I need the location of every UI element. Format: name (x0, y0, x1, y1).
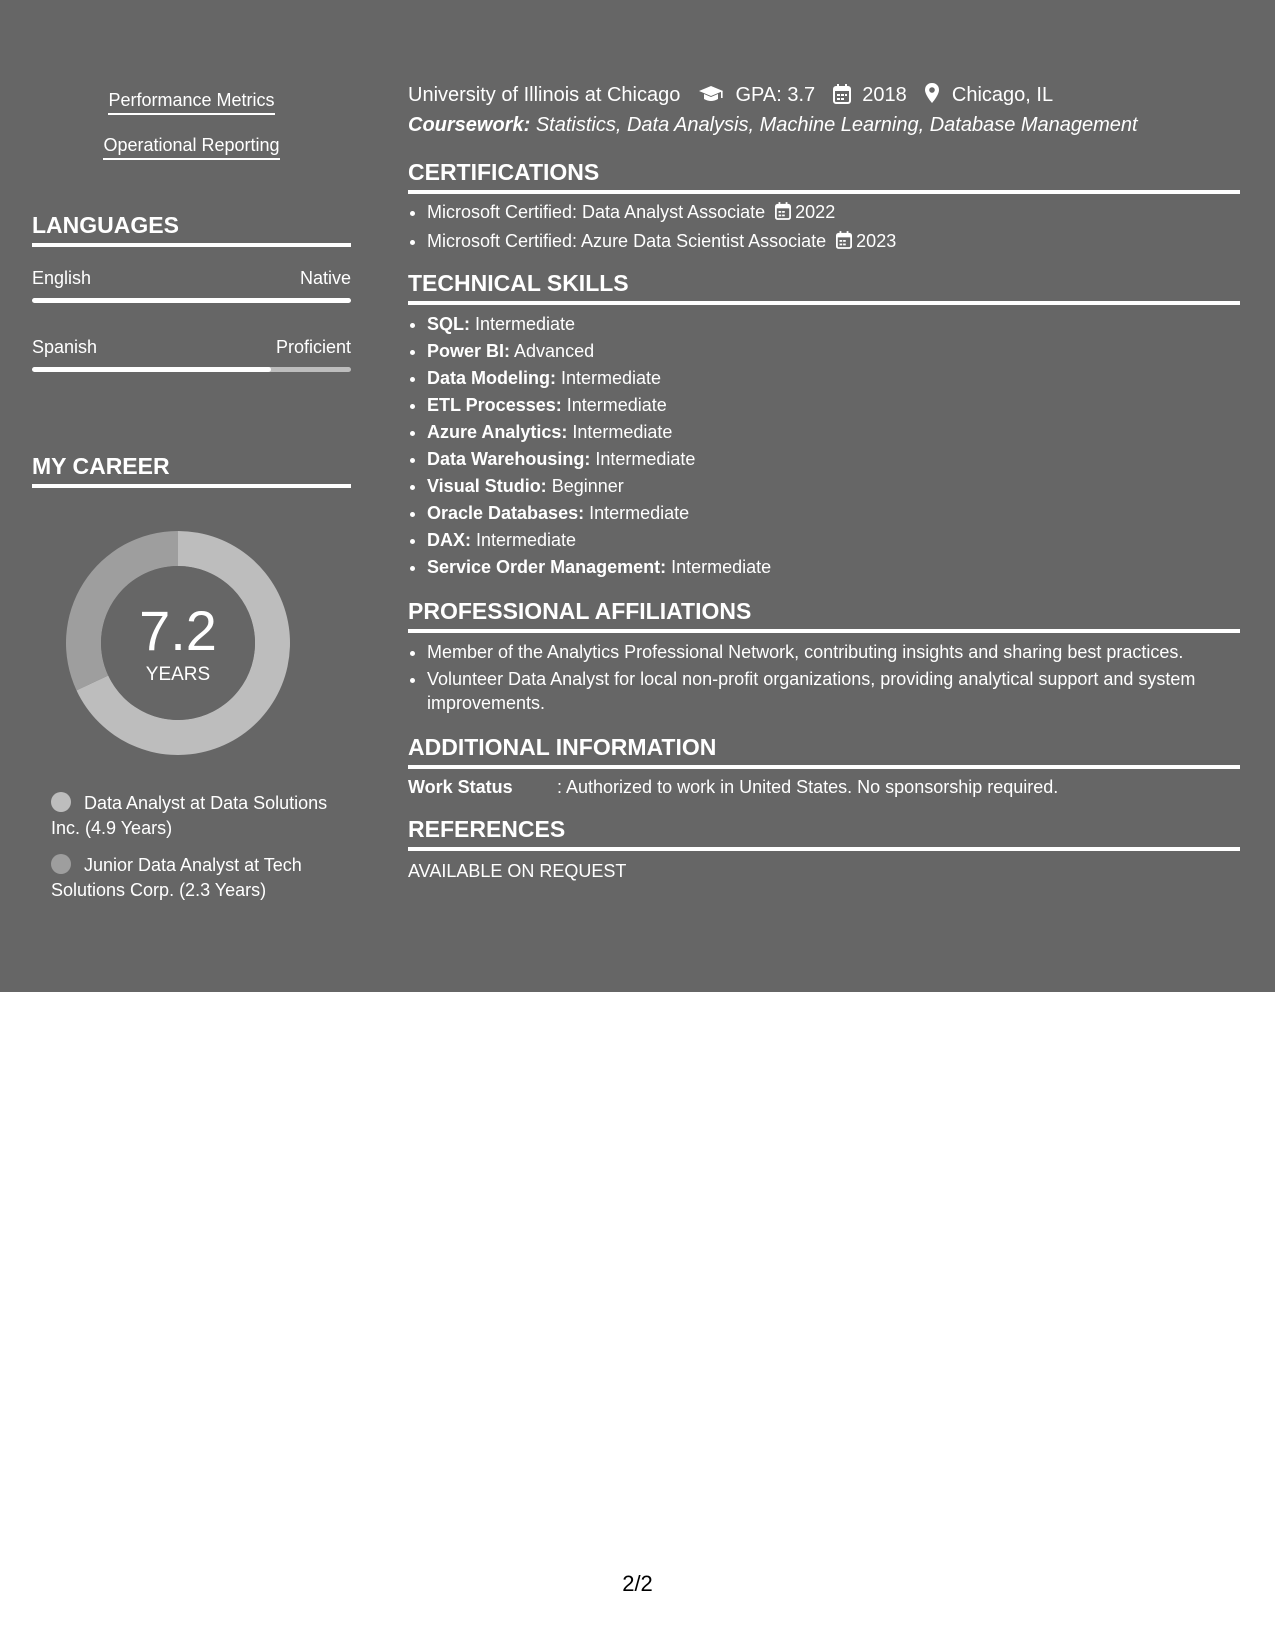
calendar-icon (775, 201, 791, 228)
references-text: AVAILABLE ON REQUEST (408, 861, 627, 881)
language-bar-fill (32, 367, 271, 372)
skill-level: Intermediate (572, 422, 673, 442)
skill-name: Service Order Management: (427, 557, 667, 577)
skill-name: Visual Studio: (427, 476, 547, 496)
list-item (427, 527, 1240, 554)
skill-level: Intermediate (671, 557, 772, 577)
calendar-icon (833, 84, 851, 111)
languages-heading: LANGUAGES (32, 211, 351, 247)
list-item (427, 500, 1240, 527)
skill-name: Data Modeling: (427, 368, 556, 388)
skill-level: Intermediate (561, 368, 662, 388)
skills-list (408, 311, 1240, 581)
list-item (427, 473, 1240, 500)
skill-name: Azure Analytics: (427, 422, 568, 442)
career-legend-dot (51, 854, 71, 874)
career-legend-dot (51, 792, 71, 812)
career-donut-chart (66, 531, 290, 755)
graduation-year: 2018 (862, 84, 907, 106)
certifications-list (408, 199, 1240, 257)
career-item (51, 853, 331, 903)
skill-tag: Performance Metrics (32, 89, 351, 111)
skill-level: Intermediate (476, 530, 577, 550)
list-item (427, 446, 1240, 473)
list-item (427, 554, 1240, 581)
affiliations-heading: PROFESSIONAL AFFILIATIONS (408, 597, 1240, 633)
language-bar (32, 367, 351, 372)
certifications-heading: CERTIFICATIONS (408, 158, 1240, 194)
list-item: • Volunteer Data Analyst for local non-profit organizations, providing analytical support and system improvements. (427, 667, 1240, 715)
coursework-label: Coursework: (408, 114, 531, 136)
skill-level: Intermediate (595, 449, 696, 469)
language-level: Native (299, 268, 351, 288)
skill-tag: Operational Reporting (32, 134, 351, 156)
skill-name: Power BI: (427, 341, 511, 361)
coursework-line (408, 112, 1138, 138)
list-item: • Member of the Analytics Professional Network, contributing insights and sharing best practices. (427, 640, 1240, 664)
career-total-unit: YEARS (145, 664, 211, 685)
language-level: Proficient (275, 337, 351, 357)
language-bar-fill (32, 298, 351, 303)
certification-year: 2022 (795, 202, 836, 222)
page-number: 2/2 (622, 1571, 653, 1596)
skill-level: Advanced (514, 341, 595, 361)
certification-name: Microsoft Certified: Azure Data Scientist Associate (427, 231, 827, 251)
gpa: GPA: 3.7 (735, 84, 816, 106)
school-name: University of Illinois at Chicago (408, 84, 681, 106)
language-bar (32, 298, 351, 303)
list-item (427, 228, 1240, 257)
career-item-label: Data Analyst at Data Solutions Inc. (4.9 Years) (51, 793, 328, 838)
list-item (427, 392, 1240, 419)
skill-name: DAX: (427, 530, 471, 550)
coursework-text: Statistics, Data Analysis, Machine Learning, Database Management (535, 114, 1138, 136)
language-name: English (32, 268, 92, 288)
calendar-icon (836, 230, 852, 257)
skill-name: ETL Processes: (427, 395, 562, 415)
references-heading: REFERENCES (408, 815, 1240, 851)
skill-name: Data Warehousing: (427, 449, 591, 469)
list-item (427, 338, 1240, 365)
skill-level: Intermediate (589, 503, 690, 523)
list-item (427, 199, 1240, 228)
certification-name: Microsoft Certified: Data Analyst Associate (427, 202, 766, 222)
list-item (427, 419, 1240, 446)
list-item (427, 311, 1240, 338)
education-line (408, 82, 1053, 108)
skill-level: Intermediate (475, 314, 576, 334)
school-location: Chicago, IL (951, 84, 1054, 106)
skill-level: Intermediate (566, 395, 667, 415)
career-item-label: Junior Data Analyst at Tech Solutions Corp. (2.3 Years) (51, 855, 302, 900)
affiliations-list (408, 640, 1240, 718)
language-row (32, 267, 351, 289)
language-row (32, 336, 351, 358)
work-status-label: Work Status (408, 777, 513, 797)
location-pin-icon (924, 82, 940, 111)
career-heading: MY CAREER (32, 452, 351, 488)
career-item (51, 791, 331, 841)
skill-name: Oracle Databases: (427, 503, 585, 523)
language-name: Spanish (32, 337, 98, 357)
list-item (427, 365, 1240, 392)
certification-year: 2023 (856, 231, 897, 251)
career-total-value: 7.2 (139, 599, 217, 662)
technical-skills-heading: TECHNICAL SKILLS (408, 269, 1240, 305)
additional-info-heading: ADDITIONAL INFORMATION (408, 733, 1240, 769)
skill-name: SQL: (427, 314, 470, 334)
skill-level: Beginner (551, 476, 624, 496)
graduation-cap-icon (698, 84, 724, 111)
work-status-text: : Authorized to work in United States. No sponsorship required. (557, 777, 1059, 797)
